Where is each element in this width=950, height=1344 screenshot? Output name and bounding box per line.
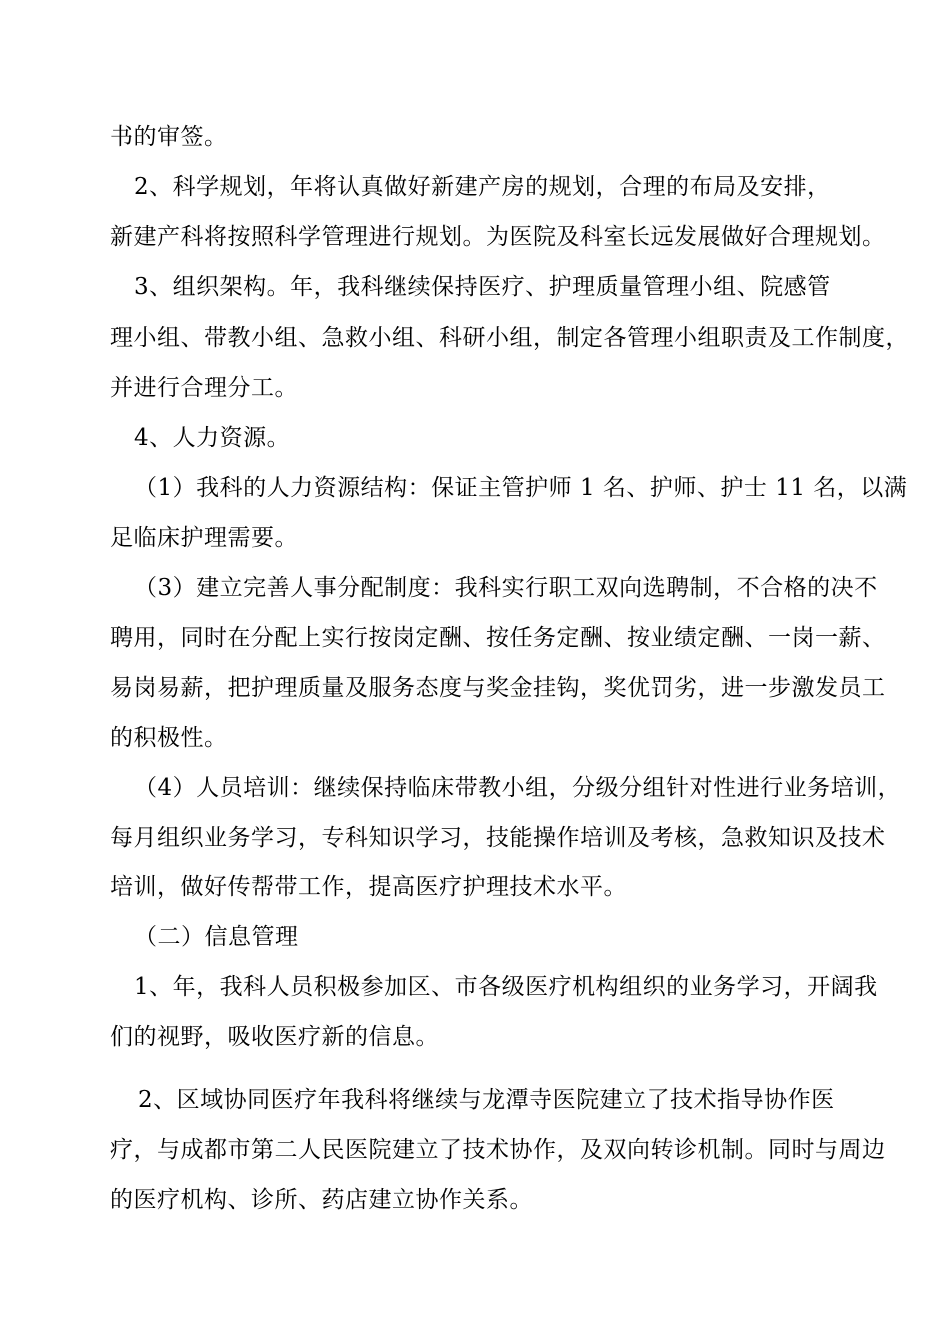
text-line: 1、年，我科人员积极参加区、市各级医疗机构组织的业务学习，开阔我 — [134, 974, 878, 1000]
text-line: （1）我科的人力资源结构：保证主管护师 1 名、护师、护士 11 名，以满 — [134, 475, 908, 501]
text-line: 每月组织业务学习，专科知识学习，技能操作培训及考核，急救知识及技术 — [110, 825, 886, 851]
text-line: 并进行合理分工。 — [110, 375, 298, 401]
section-heading: （二）信息管理 — [134, 924, 299, 950]
text-line: 的积极性。 — [110, 725, 228, 751]
text-line: 疗，与成都市第二人民医院建立了技术协作，及双向转诊机制。同时与周边 — [110, 1137, 886, 1163]
text-line: 2、区域协同医疗年我科将继续与龙潭寺医院建立了技术指导协作医 — [138, 1087, 835, 1113]
text-line: （3）建立完善人事分配制度：我科实行职工双向选聘制，不合格的决不 — [134, 575, 878, 601]
text-line: 理小组、带教小组、急救小组、科研小组，制定各管理小组职责及工作制度， — [110, 325, 909, 351]
text-line: 书的审签。 — [110, 124, 228, 150]
text-line: 4、人力资源。 — [134, 425, 291, 451]
text-line: 聘用，同时在分配上实行按岗定酬、按任务定酬、按业绩定酬、一岗一薪、 — [110, 625, 886, 651]
text-line: 的医疗机构、诊所、药店建立协作关系。 — [110, 1187, 533, 1213]
text-line: 足临床护理需要。 — [110, 525, 298, 551]
text-line: 培训，做好传帮带工作，提高医疗护理技术水平。 — [110, 874, 627, 900]
text-line: 易岗易薪，把护理质量及服务态度与奖金挂钩，奖优罚劣，进一步激发员工 — [110, 675, 886, 701]
text-line: （4）人员培训：继续保持临床带教小组，分级分组针对性进行业务培训， — [134, 775, 902, 801]
text-line: 2、科学规划，年将认真做好新建产房的规划，合理的布局及安排， — [134, 174, 831, 200]
text-line: 3、组织架构。年，我科继续保持医疗、护理质量管理小组、院感管 — [134, 274, 831, 300]
text-line: 新建产科将按照科学管理进行规划。为医院及科室长远发展做好合理规划。 — [110, 224, 886, 250]
text-line: 们的视野，吸收医疗新的信息。 — [110, 1024, 439, 1050]
